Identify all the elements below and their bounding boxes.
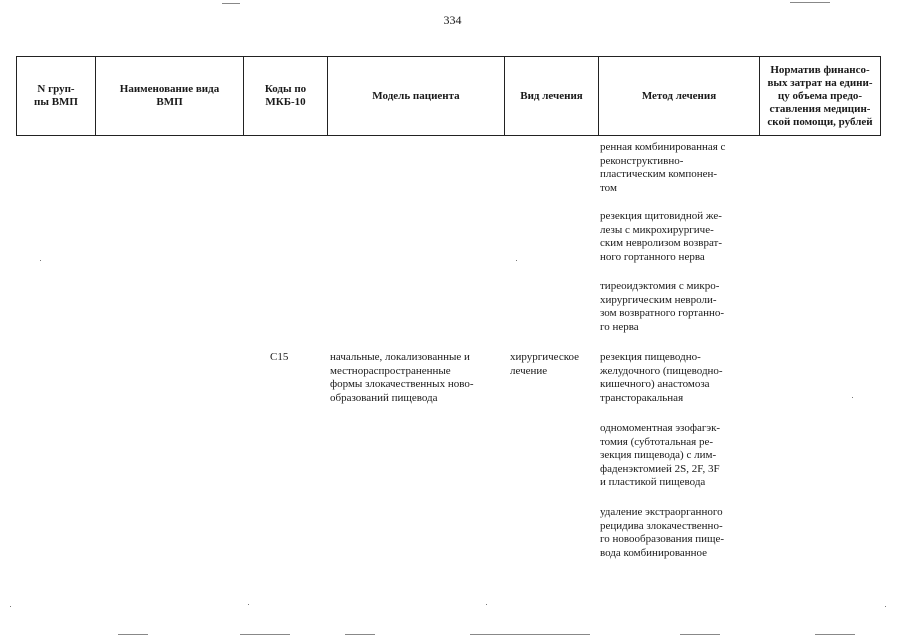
scan-artifact xyxy=(790,2,830,3)
treatment-type-c15: хирургическое лечение xyxy=(510,351,580,377)
header-group-number: N груп- пы ВМП xyxy=(17,57,96,136)
header-treatment-type: Вид лечения xyxy=(505,57,599,136)
method-thyroidectomy: тиреоидэктомия с микро- хирургическим невроли- зом возвратного гортанно- го нерва xyxy=(600,280,725,333)
scan-artifact xyxy=(516,260,517,261)
method-recurrence-removal: удаление экстраорганного рецидива злокачественно- го новообразования пище- вода комбинированное xyxy=(600,506,725,559)
scan-artifact xyxy=(222,3,240,4)
scan-artifact xyxy=(118,634,148,635)
header-vmp-type: Наименование вида ВМП xyxy=(96,57,244,136)
header-patient-model: Модель пациента xyxy=(328,57,505,136)
scan-artifact xyxy=(486,604,487,605)
method-esophagectomy: одномоментная эзофагэк- томия (субтотальная ре- зекция пищевода) с лим- фаденэктомией 2S, 2F, 3F и пластикой пищевода xyxy=(600,422,721,489)
scan-artifact xyxy=(248,604,249,605)
scan-artifact xyxy=(470,634,590,635)
scan-artifact xyxy=(680,634,720,635)
method-thyroid-resection: резекция щитовидной же- лезы с микрохирургиче- ским невролизом возврат- ного гортанного нерва xyxy=(600,210,723,263)
table-header xyxy=(16,56,881,136)
scan-artifact xyxy=(40,260,41,261)
method-anastomosis-resection: резекция пищеводно- желудочного (пищеводно- кишечного) анастомоза трансторакальная xyxy=(600,351,723,404)
patient-model-c15: начальные, локализованные и местнораспространенные формы злокачественных ново- образований пищевода xyxy=(330,351,474,404)
scan-artifact xyxy=(852,397,853,398)
page-number: 334 xyxy=(443,13,462,27)
scan-artifact xyxy=(240,634,290,635)
scan-artifact xyxy=(885,606,886,607)
scan-artifact xyxy=(815,634,855,635)
scan-artifact xyxy=(10,606,11,607)
header-cost-standard: Норматив финансо- вых затрат на едини- цу объема предо- ставления медицин- ской помощи, рублей xyxy=(760,57,881,136)
method-continued-combined: ренная комбинированная с реконструктивно- пластическим компонен- том xyxy=(600,141,726,194)
header-icd-codes: Коды по МКБ-10 xyxy=(244,57,328,136)
header-treatment-method: Метод лечения xyxy=(599,57,760,136)
icd-code-c15: C15 xyxy=(270,351,289,363)
scan-artifact xyxy=(345,634,375,635)
